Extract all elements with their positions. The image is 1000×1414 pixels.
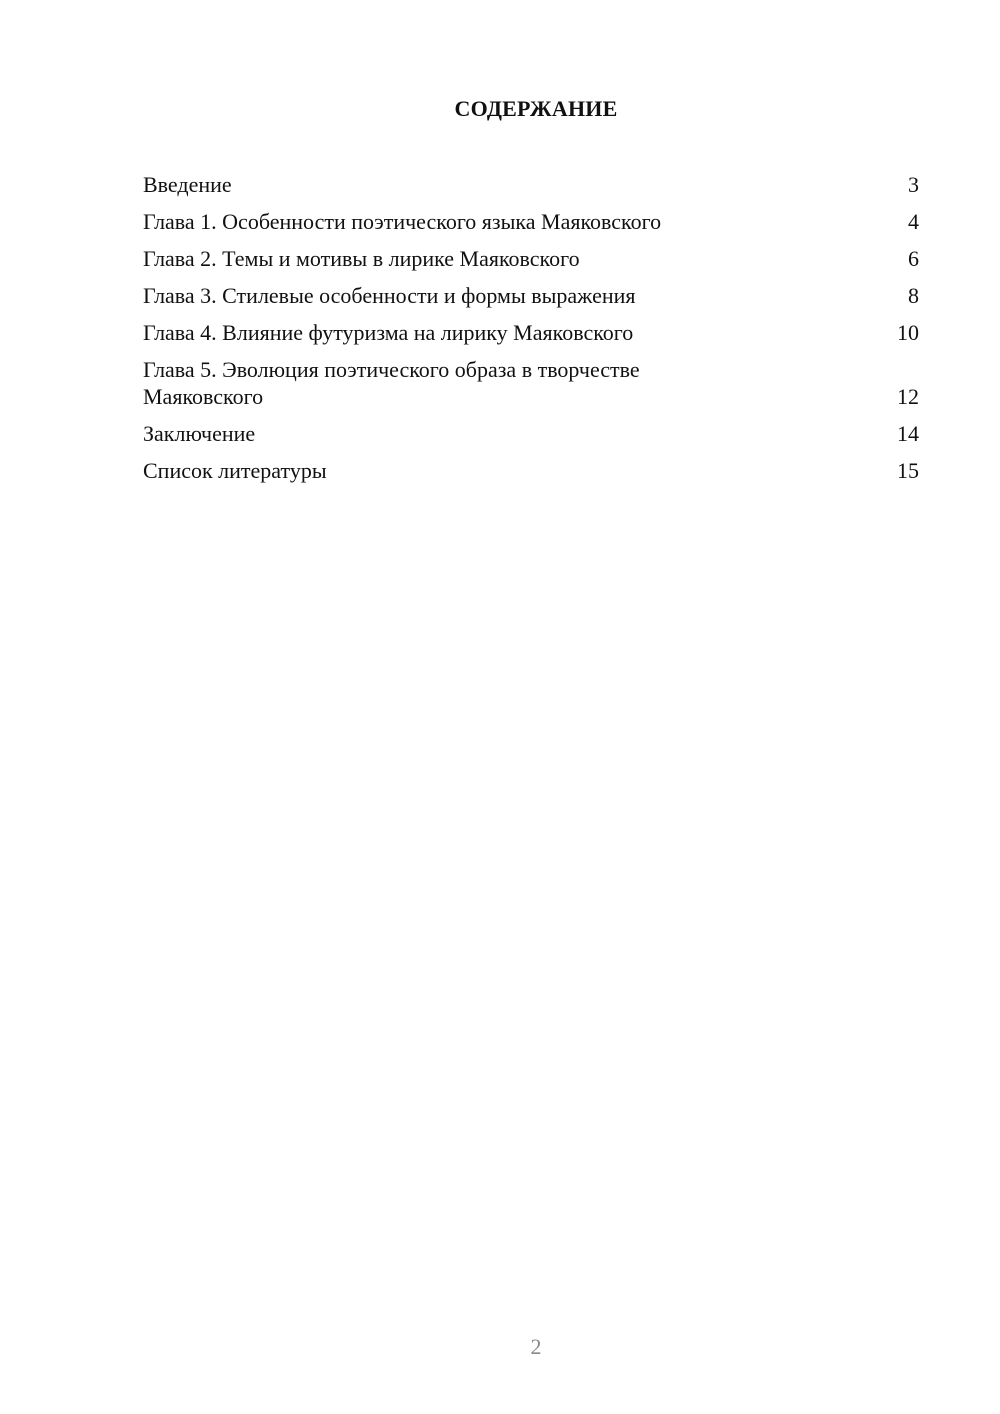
toc-entry-chapter-2	[143, 245, 919, 272]
toc-entry-chapter-1	[143, 208, 919, 235]
toc-entry-page: 3	[908, 172, 919, 197]
page-number: 2	[530, 1334, 542, 1359]
toc-entry-page: 12	[897, 384, 919, 409]
toc-entry-introduction	[143, 171, 919, 198]
toc-entry-bibliography	[143, 457, 919, 484]
toc-entry-label: Глава 1. Особенности поэтического языка Маяковского	[143, 209, 662, 234]
toc-entry-page: 15	[897, 458, 919, 483]
toc-entry-page: 6	[908, 246, 919, 271]
toc-entry-label: Глава 4. Влияние футуризма на лирику Маяковского	[143, 320, 634, 345]
toc-entry-page: 4	[908, 209, 919, 234]
toc-entry-chapter-3	[143, 282, 919, 309]
toc-entry-page: 10	[897, 320, 919, 345]
toc-entry-label: Введение	[143, 172, 232, 197]
table-of-contents	[143, 171, 919, 494]
toc-entry-chapter-4	[143, 319, 919, 346]
toc-entry-label: Глава 2. Темы и мотивы в лирике Маяковского	[143, 246, 580, 271]
toc-entry-page: 14	[897, 421, 919, 446]
toc-entry-label: Глава 3. Стилевые особенности и формы выражения	[143, 283, 636, 308]
toc-entry-label: Список литературы	[143, 458, 327, 483]
toc-entry-label: Заключение	[143, 421, 256, 446]
toc-title: СОДЕРЖАНИЕ	[454, 96, 618, 121]
toc-entry-label: Глава 5. Эволюция поэтического образа в творчестве Маяковского	[143, 357, 640, 409]
toc-entry-page: 8	[908, 283, 919, 308]
toc-entry-conclusion	[143, 420, 919, 447]
toc-entry-chapter-5	[143, 356, 919, 410]
